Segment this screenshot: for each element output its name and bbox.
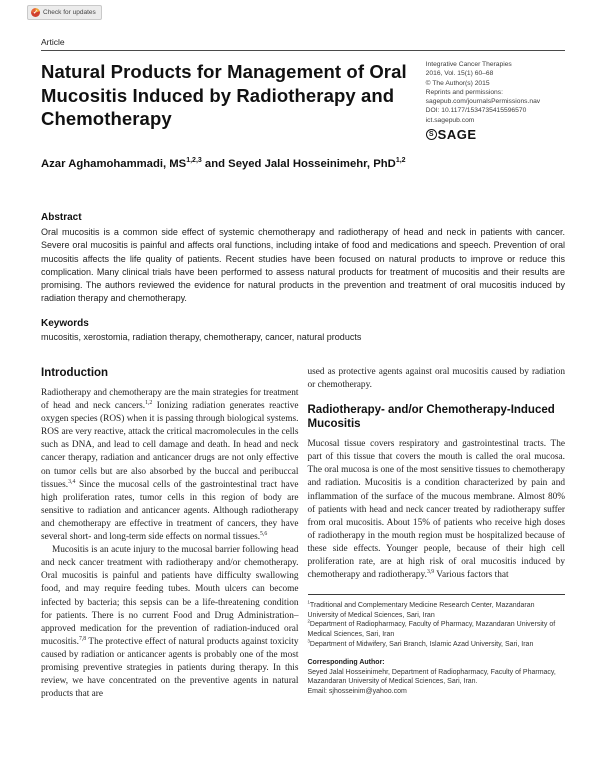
sage-logo-icon: S [426, 129, 437, 140]
header-rule [41, 50, 565, 51]
affiliation-2: $^2$Department of Radiopharmacy, Faculty of Pharmacy, Mazandaran University of Medical Sciences, Sari, Iran [307, 619, 556, 638]
continuation-paragraph: used as protective agents against oral mucositis caused by radiation or chemotherapy. [307, 367, 565, 391]
sage-logo [426, 126, 565, 142]
introduction-paragraph-1: Radiotherapy and chemotherapy are the main strategies for treatment of head and neck cancers.$^{1,2}$ Ionizing radiation generates reactive oxygen species (ROS) when it is passing through biological systems. ROS are very reactive, attack the critical macromolecules in the cells such as DNA, and lead to cell damage and death. In head and neck cancer therapy, radiation and anticancer drugs are not only effective on tumor cells but are also absorbed by the buccal and peribuccal tissues.$^{3,4}$ Since the mucosal cells of the gastrointestinal tract have high proliferation rates, tumor cells in this region of body are sensitive to radiation and anticancer agents. Although radiotherapy and chemotherapy are effective in treatment of cancers, they have several short- and long-term side effects on normal tissues.$^{5,6}$ [41, 388, 299, 543]
sage-logo-word: SAGE [437, 126, 477, 142]
journal-info-block [426, 60, 565, 140]
journal-doi: DOI: 10.1177/1534735415596570 [425, 107, 527, 115]
journal-volume: 2016, Vol. 15(1) 60–68 [425, 70, 494, 78]
left-column [41, 366, 299, 701]
keywords-section [41, 318, 565, 342]
journal-copyright: © The Author(s) 2015 [425, 79, 490, 87]
corresponding-author-heading: Corresponding Author: [307, 659, 385, 667]
mucositis-section-heading: Radiotherapy- and/or Chemotherapy-Induced Mucositis [307, 404, 555, 431]
keywords-text: mucositis, xerostomia, radiation therapy, chemotherapy, cancer, natural products [41, 332, 362, 342]
abstract-heading: Abstract [41, 212, 82, 223]
crossmark-icon: ✓ [32, 9, 39, 16]
body-columns [41, 366, 565, 701]
keywords-heading: Keywords [41, 318, 89, 329]
affiliation-1: $^1$Traditional and Complementary Medicine Research Center, Mazandaran University of Medical Sciences, Sari, Iran [307, 599, 535, 619]
authors-line: Azar Aghamohammadi, MS$^{1,2,3}$ and Seyed Jalal Hosseinimehr, PhD$^{1,2}$ [41, 157, 406, 170]
abstract-text: Oral mucositis is a common side effect of systemic chemotherapy and radiotherapy of head and neck in patients with cancer. Severe oral mucositis is painful and affects oral functions, including intake of food and medications and speech. Prevention of oral mucositis affects the life quality of patients. Recent studies have been focused on natural products to improve or reduce this complication. Many clinical trials have been performed to assess natural products for treatment of mucositis and their results are promising. The authors reviewed the evidence for natural products in the prevention and treatment of oral mucositis induced by radiation therapy and chemotherapy. [41, 227, 565, 304]
introduction-heading: Introduction [41, 367, 109, 379]
header-row [41, 60, 565, 140]
journal-reprints: Reprints and permissions: [425, 88, 503, 96]
abstract-section [41, 212, 565, 306]
corresponding-author-email: Email: sjhosseinim@yahoo.com [307, 687, 407, 695]
journal-url: ict.sagepub.com [425, 116, 475, 124]
corresponding-author-text: Seyed Jalal Hosseinimehr, Department of Radiopharmacy, Faculty of Pharmacy, Mazandaran University of Medical Sciences, Sari, Iran. [307, 668, 556, 686]
introduction-paragraph-2: Mucositis is an acute injury to the mucosal barrier following head and neck cancer treatment with radiotherapy and/or chemotherapy. Oral mucositis is painful and patients have difficulty swallowing food, and may require feeding tubes. Mouth ulcers can become infected by bacteria; this sepsis can be a life-threatening condition for patients. There is no current Food and Drug Administration–approved medication for the prevention of radiation-induced oral mucositis.$^{7,8}$ The protective effect of natural products against toxicity caused by radiation or anticancer agents is probably one of the most promising preventive strategies in patients during therapy. In this review, we have concentrated on the preventive agents in natural products that are [41, 545, 299, 700]
journal-permissions-url: sagepub.com/journalsPermissions.nav [425, 98, 541, 106]
affiliation-3: $^3$Department of Midwifery, Sari Branch, Islamic Azad University, Sari, Iran [307, 638, 534, 648]
footnotes-block [308, 594, 566, 696]
article-type-label: Article [41, 37, 65, 47]
journal-name: Integrative Cancer Therapies [425, 61, 512, 68]
check-for-updates-label: Check for updates [43, 9, 96, 16]
page-title: Natural Products for Management of Oral Mucositis Induced by Radiotherapy and Chemotherapy [41, 61, 407, 129]
check-for-updates-badge[interactable] [27, 5, 102, 20]
right-column [308, 366, 566, 701]
mucositis-paragraph: Mucosal tissue covers respiratory and gastrointestinal tracts. The part of this tissue that covers the mouth is called the oral mucosa. The oral mucosa is one of the most sensitive tissues to chemotherapy and radiation. Mucositis is a condition characterized by pain and inflammation of the surface of the mucous membrane. Almost 80% of patients with head and neck cancer treated by radiotherapy suffer from oral mucositis. About 15% of patients who receive high doses of radiotherapy in the mouth region must be hospitalized because of these side effects. Younger people, because of their high cell proliferation rate, are at high risk of oral mucositis induced by chemotherapy and radiotherapy.$^{3,9}$ Various factors that [307, 439, 565, 581]
